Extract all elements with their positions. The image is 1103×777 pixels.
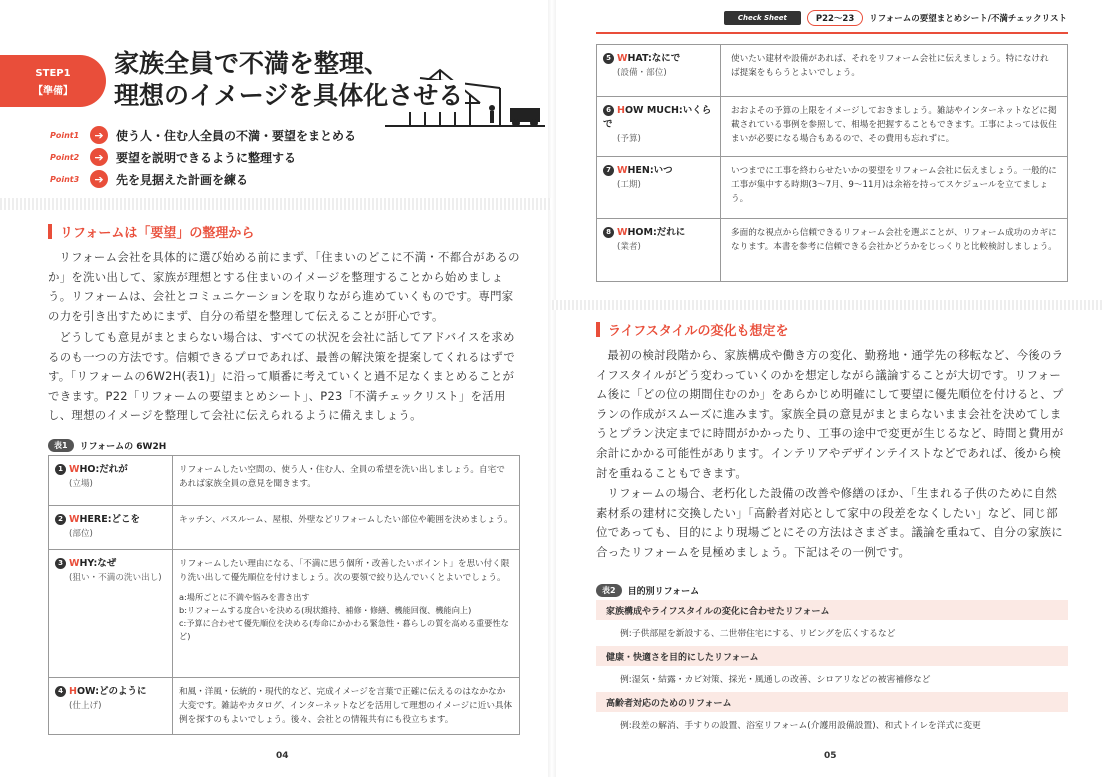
row-key-text: HOM:だれに [627, 227, 686, 238]
section-title: リフォームは「要望」の整理から [60, 226, 255, 241]
row-key-text: HO:だれが [79, 464, 128, 475]
row-key-initial: W [69, 514, 80, 525]
table-row [596, 96, 1068, 156]
table-row [596, 156, 1068, 218]
table-caption-text: リフォームの 6W2H [79, 442, 167, 452]
title-line-2: 理想のイメージを具体化させる [114, 81, 464, 110]
arrow-right-icon: ➔ [90, 126, 108, 144]
heading-bar [596, 322, 600, 337]
point-text: 要望を説明できるように整理する [116, 150, 297, 165]
row-key-ja: (部位) [69, 529, 93, 539]
section-heading [596, 320, 788, 339]
purpose-title: 家族構成やライフスタイルの変化に合わせたリフォーム [596, 600, 1068, 620]
table-row [49, 456, 520, 506]
purpose-example: 例:子供部屋を新設する、二世帯住宅にする、リビングを広くするなど [620, 629, 896, 639]
point-label: Point1 [50, 130, 80, 140]
row-key [597, 157, 721, 218]
sub-item: a:場所ごとに不満や悩みを書き出す [179, 592, 310, 602]
row-key-initial: H [617, 105, 625, 116]
row-number: 6 [603, 105, 614, 116]
row-key-text: OW MUCH:いくらで [603, 105, 712, 130]
row-key-initial: H [69, 686, 77, 697]
row-key [597, 97, 721, 156]
table-row [49, 678, 520, 735]
body-paragraph: 最初の検討段階から、家族構成や働き方の変化、勤務地・通学先の移転など、今後のライフスタイルがどう変わっていくのかを想定しながら議論することが大切です。リフォーム後に「どの位の期間住むのか」をあらかじめ明確にして要望に優先順位を付けると、プランの作成がスムーズに進みます。家族全員の意見がまとまらないまま会社を決めてしまうとプラン決定までに時間がかかったり、工事の途中で変更が生じるなど、時間と費用が余計にかかる可能性があります。インテリアやデザインテイストなどであれば、後から検討を重ねることもできます。 [596, 348, 1064, 480]
step-badge [0, 55, 106, 107]
purpose-example: 例:段差の解消、手すりの設置、浴室リフォーム(介護用設備設置)、和式トイレを洋式に変更 [620, 721, 981, 731]
row-key [49, 506, 173, 550]
purpose-list [596, 600, 1068, 738]
row-number: 8 [603, 227, 614, 238]
row-key-initial: W [69, 558, 80, 569]
row-number: 5 [603, 53, 614, 64]
sub-item: b:リフォームする度合いを決める(現状維持、補修・修繕、機能回復、機能向上) [179, 605, 472, 615]
sub-item: c:予算に合わせて優先順位を決める(寿命にかかわる緊急性・暮らしの質を高める重要性など) [179, 618, 509, 641]
row-key [49, 550, 173, 678]
table-row [596, 44, 1068, 96]
row-value: 和風・洋風・伝統的・現代的など、完成イメージを言葉で正確に伝えるのはなかなか大変です。雑誌やカタログ、インターネットなどを活用して理想のイメージに近い具体例を探すのもよいでしょう。後々、会社との情報共有にも役立ちます。 [173, 678, 520, 735]
table-row [49, 550, 520, 678]
point-label: Point3 [50, 174, 80, 184]
point-item [50, 168, 356, 190]
title-line-1: 家族全員で不満を整理、 [114, 49, 390, 78]
row-key [597, 45, 721, 96]
row-value-text: リフォームしたい理由になる、「不満に思う個所・改善したいポイント」を思い付く限り洗い出して優先順位を付けましょう。次の要領で絞り込んでいくとよいでしょう。 [179, 559, 510, 583]
step-sub: 【準備】 [33, 86, 73, 97]
row-value: 多面的な視点から信頼できるリフォーム会社を選ぶことが、リフォーム成功のカギになります。本書を参考に信頼できる会社かどうかをじっくりと比較検討しましょう。 [731, 228, 1057, 252]
table-caption [48, 439, 166, 452]
page-number: 04 [276, 751, 289, 761]
6w2h-table-continued [596, 44, 1068, 282]
page-title [112, 48, 465, 112]
body-paragraph: リフォーム会社を具体的に選び始める前にまず、「住まいのどこに不満・不都合があるのか」を洗い出して、家族が理想とする住まいのイメージを整理することから始めましょう。リフォームは、会社とコミュニケーションを取りながら進めていくものです。専門家の力を引き出すためにまず、自分の希望を整理して伝えることが肝心です。 [48, 250, 520, 323]
sub-list [179, 591, 513, 643]
row-number: 4 [55, 686, 66, 697]
row-key-initial: W [617, 53, 628, 64]
row-key-ja: (工期) [617, 180, 641, 190]
row-key [49, 678, 173, 735]
body-paragraph: リフォームの場合、老朽化した設備の改善や修繕のほか、「生まれる子供のために自然素材系の建材に交換したい」「高齢者対応として家中の段差をなくしたい」など、同じ部位であっても、目的により現場ごとにその方法はさまざま。議論を重ねて、自分の家族に合ったリフォームを見極めましょう。下記はその一例です。 [596, 486, 1063, 559]
step-label: STEP1 [35, 68, 71, 79]
divider [0, 198, 552, 210]
row-key-ja: (業者) [617, 242, 641, 252]
point-item [50, 124, 356, 146]
row-key [597, 219, 721, 281]
right-page [552, 0, 1103, 777]
page-ref-badge: P22〜23 [807, 10, 863, 26]
purpose-example: 例:湿気・結露・カビ対策、採光・風通しの改善、シロアリなどの被害補修など [620, 675, 931, 685]
row-value: リフォームしたい空間の、使う人・住む人、全員の希望を洗い出しましょう。自宅であれば家族全員の意見を聞きます。 [173, 456, 520, 506]
purpose-title: 高齢者対応のためのリフォーム [596, 692, 1068, 712]
header-title: リフォームの要望まとめシート/不満チェックリスト [869, 14, 1067, 24]
row-number: 2 [55, 514, 66, 525]
section-heading [48, 222, 254, 241]
row-key-ja: (設備・部位) [617, 68, 667, 78]
table-tag: 表1 [48, 439, 74, 452]
page-number: 05 [824, 751, 837, 761]
table-row [596, 218, 1068, 282]
table-caption-text: 目的別リフォーム [627, 587, 700, 597]
arrow-right-icon: ➔ [90, 148, 108, 166]
row-value: キッチン、バスルーム、屋根、外壁などリフォームしたい部位や範囲を決めましょう。 [173, 506, 520, 550]
running-header [724, 10, 1067, 26]
row-key-ja: (仕上げ) [69, 701, 102, 711]
6w2h-table [48, 455, 520, 735]
arrow-right-icon: ➔ [90, 170, 108, 188]
point-text: 使う人・住む人全員の不満・要望をまとめる [116, 128, 357, 143]
section-title: ライフスタイルの変化も想定を [608, 324, 789, 339]
row-key-ja: (予算) [617, 134, 641, 144]
points-list [50, 124, 356, 190]
divider [552, 300, 1103, 310]
row-key-initial: W [69, 464, 80, 475]
row-key-text: HY:なぜ [79, 558, 117, 569]
purpose-title: 健康・快適さを目的にしたリフォーム [596, 646, 1068, 666]
row-key-text: HERE:どこを [79, 514, 141, 525]
row-number: 7 [603, 165, 614, 176]
row-key-ja: (狙い・不満の洗い出し) [69, 573, 162, 583]
point-text: 先を見据えた計画を練る [116, 172, 249, 187]
row-key-text: HEN:いつ [627, 165, 673, 176]
check-sheet-badge: Check Sheet [724, 11, 801, 25]
body-paragraph: どうしても意見がまとまらない場合は、すべての状況を会社に話してアドバイスを求めるのも一つの方法です。信頼できるプロであれば、最善の解決策を提案してくれるはずです。「リフォームの6W2H(表1)」に沿って順番に考えていくと過不足なくまとめることができます。P22「リフォームの要望まとめシート」、P23「不満チェックリスト」を活用し、理想のイメージを整理して会社に伝えられるように備えましょう。 [48, 330, 516, 423]
point-label: Point2 [50, 152, 80, 162]
table-row [49, 506, 520, 550]
row-number: 3 [55, 558, 66, 569]
table-caption [596, 584, 699, 597]
row-value: いつまでに工事を終わらせたいかの要望をリフォーム会社に伝えましょう。一般的に工事が集中する時期(3〜7月、9〜11月)は余裕を持ってスケジュールを立てましょう。 [731, 166, 1057, 204]
table-tag: 表2 [596, 584, 622, 597]
row-key-text: HAT:なにで [627, 53, 681, 64]
point-item [50, 146, 356, 168]
heading-bar [48, 224, 52, 239]
row-value: おおよその予算の上限をイメージしておきましょう。雑誌やインターネットなどに掲載されている事例を参照して、相場を把握することもできます。工事によっては仮住まいが必要になる場合もあるので、その費用も忘れずに。 [731, 106, 1057, 144]
row-key-initial: W [617, 227, 628, 238]
row-value [173, 550, 520, 678]
row-key-ja: (立場) [69, 479, 93, 489]
row-key-text: OW:どのように [76, 686, 147, 697]
row-key-initial: W [617, 165, 628, 176]
row-value: 使いたい建材や設備があれば、それをリフォーム会社に伝えましょう。特になければ提案をもらうとよいでしょう。 [731, 54, 1049, 78]
row-number: 1 [55, 464, 66, 475]
row-key [49, 456, 173, 506]
header-rule [596, 32, 1068, 34]
